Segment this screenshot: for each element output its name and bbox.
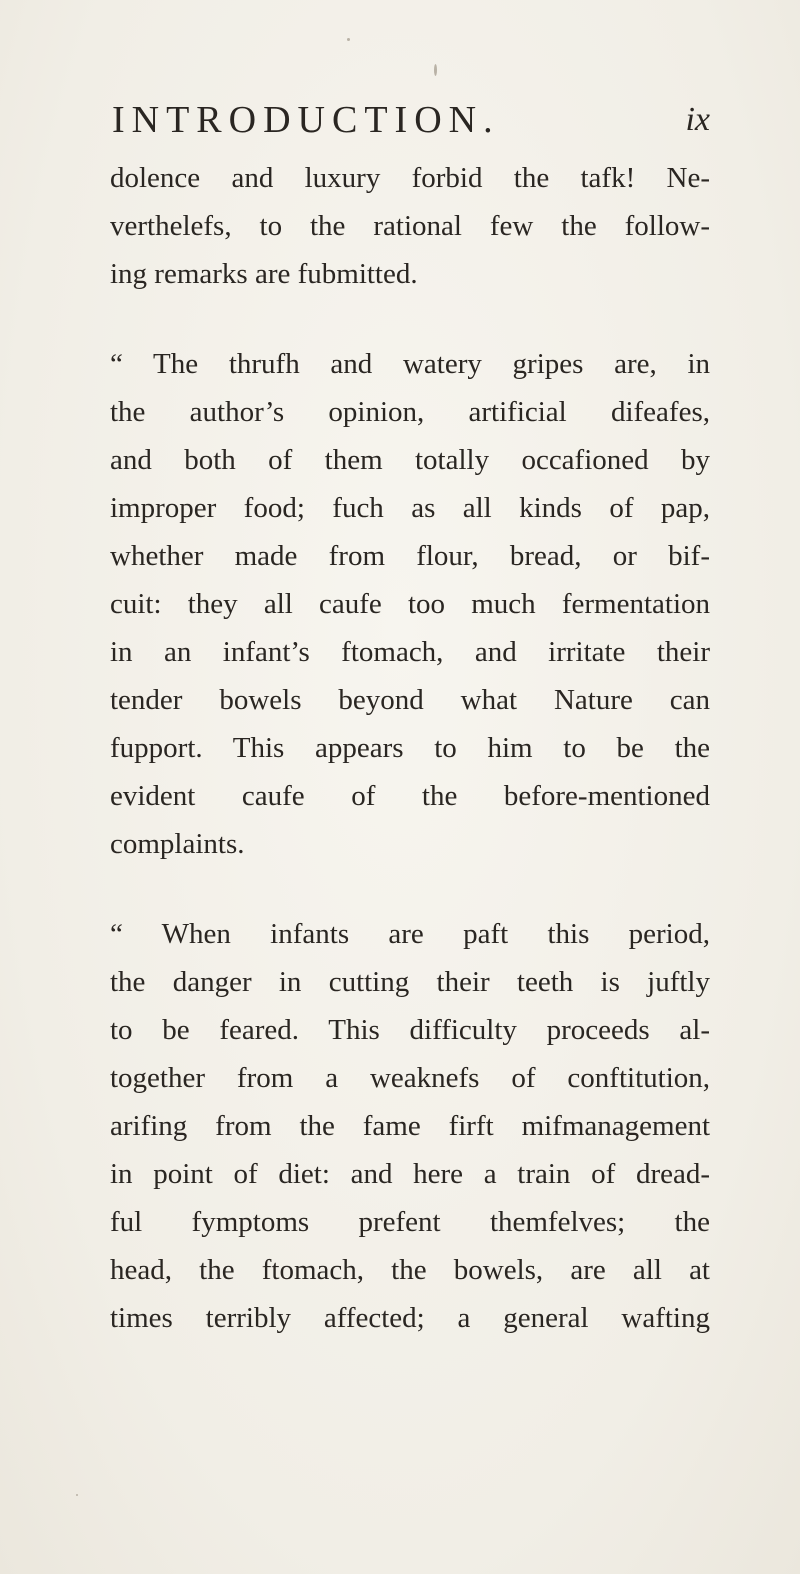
text-line: to be feared. This difficulty proceeds al- [110, 1014, 710, 1046]
text-line: together from a weaknefs of conftitution, [110, 1062, 710, 1094]
text-line: cuit: they all caufe too much fermentation [110, 588, 710, 620]
page-number: ix [685, 101, 710, 138]
running-head: INTRODUCTION. [112, 99, 500, 141]
text-line: fupport. This appears to him to be the [110, 732, 710, 764]
text-line: evident caufe of the before-mentioned [110, 780, 710, 812]
text-line: ful fymptoms prefent themfelves; the [110, 1206, 710, 1238]
text-line: verthelefs, to the rational few the follow- [110, 210, 710, 242]
paper-speck [434, 64, 437, 76]
text-line: whether made from flour, bread, or bif- [110, 540, 710, 572]
paper-speck [76, 1494, 78, 1496]
text-line: tender bowels beyond what Nature can [110, 684, 710, 716]
text-line: head, the ftomach, the bowels, are all at [110, 1254, 710, 1286]
text-line: “ The thrufh and watery gripes are, in [110, 348, 710, 380]
paragraph [110, 154, 710, 298]
body-text [110, 154, 710, 1342]
text-line: in point of diet: and here a train of dread- [110, 1158, 710, 1190]
text-line: arifing from the fame firft mifmanagement [110, 1110, 710, 1142]
paragraph [110, 340, 710, 868]
text-line: improper food; fuch as all kinds of pap, [110, 492, 710, 524]
paragraph [110, 910, 710, 1342]
text-line: times terribly affected; a general wafting [110, 1302, 710, 1334]
text-line: the author’s opinion, artificial difeafes, [110, 396, 710, 428]
page-header [110, 90, 710, 150]
text-line: and both of them totally occafioned by [110, 444, 710, 476]
paper-speck [347, 38, 350, 41]
text-line: ing remarks are fubmitted. [110, 258, 418, 290]
text-line: complaints. [110, 828, 245, 860]
text-line: the danger in cutting their teeth is juftly [110, 966, 710, 998]
text-line: in an infant’s ftomach, and irritate their [110, 636, 710, 668]
text-line: dolence and luxury forbid the tafk! Ne- [110, 162, 710, 194]
text-line: “ When infants are paft this period, [110, 918, 710, 950]
